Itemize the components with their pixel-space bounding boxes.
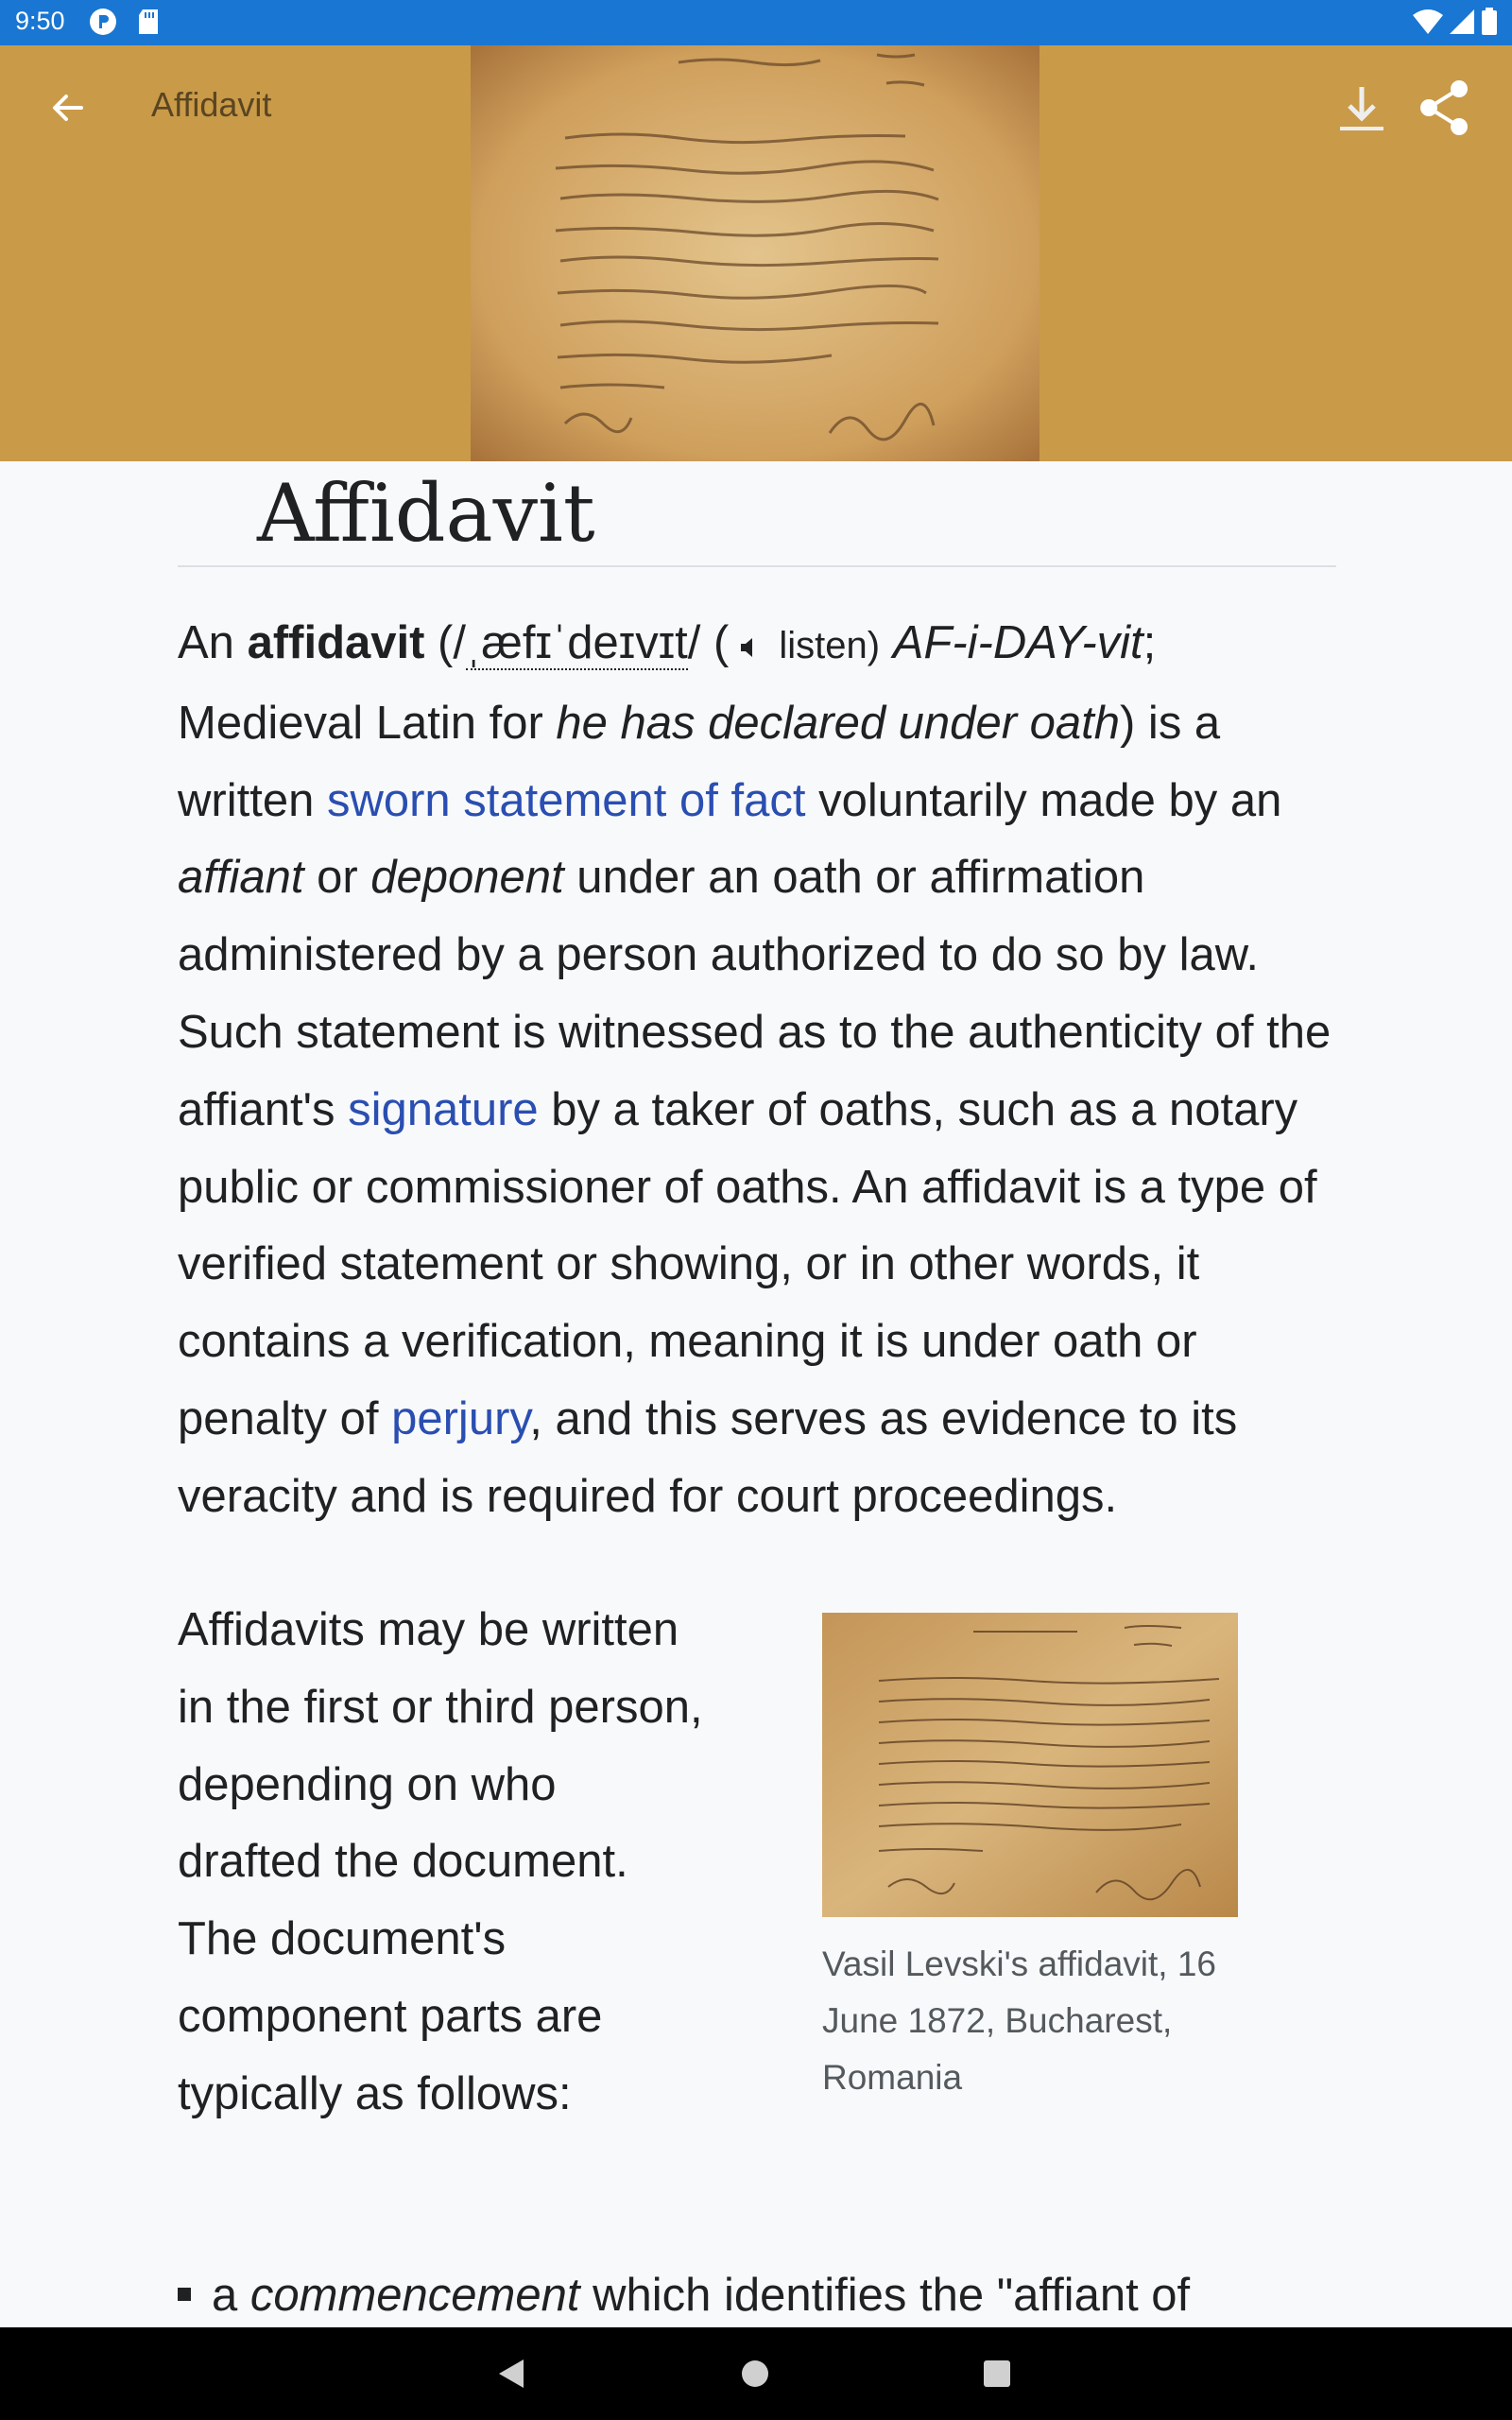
respelling: AF-i-DAY-vit bbox=[892, 617, 1143, 668]
italic-deponent: deponent bbox=[370, 852, 564, 904]
status-bar bbox=[0, 0, 1512, 45]
second-paragraph: Affidavits may be written in the first or third person, depending on who drafted the document. The document's component parts are typically as follows: bbox=[178, 1604, 703, 2119]
text-run: a bbox=[212, 2270, 250, 2321]
system-navigation-bar bbox=[0, 2327, 1512, 2420]
text-run: An bbox=[178, 617, 248, 668]
text-run bbox=[880, 617, 893, 668]
article-content bbox=[0, 461, 1512, 2327]
lead-image-header bbox=[0, 45, 1512, 461]
link-sworn-statement[interactable]: sworn statement of fact bbox=[326, 774, 806, 826]
bullet-marker bbox=[178, 2288, 191, 2301]
text-run: ) is a written bbox=[178, 697, 1221, 826]
figure-thumbnail[interactable] bbox=[822, 1613, 1238, 1917]
lead-paragraph bbox=[178, 605, 1336, 1536]
text-run: ; Medieval Latin for bbox=[178, 617, 1157, 749]
title-divider bbox=[178, 565, 1336, 567]
download-icon[interactable] bbox=[1336, 81, 1387, 142]
italic-commencement: commencement bbox=[249, 2270, 580, 2321]
listen-link[interactable] bbox=[729, 625, 880, 666]
text-run: , and this serves as evidence to its veracity and is required for court proceedings. bbox=[178, 1392, 1238, 1522]
share-icon[interactable] bbox=[1418, 79, 1470, 140]
link-perjury[interactable]: perjury bbox=[391, 1392, 530, 1444]
back-arrow-icon[interactable] bbox=[47, 87, 89, 132]
text-run: (/ bbox=[424, 617, 466, 668]
text-run: or bbox=[303, 852, 371, 904]
status-time: 9:50 bbox=[15, 7, 65, 35]
italic-affiant: affiant bbox=[178, 852, 304, 904]
text-run: which identifies the "affiant of bbox=[579, 2270, 1191, 2321]
text-run: voluntarily made by an bbox=[805, 774, 1282, 826]
audio-icon bbox=[738, 635, 763, 660]
link-signature[interactable]: signature bbox=[348, 1083, 539, 1135]
latin-phrase: he has declared under oath bbox=[556, 697, 1120, 749]
signal-icon bbox=[1448, 8, 1476, 40]
listen-label: listen) bbox=[768, 625, 881, 666]
battery-icon bbox=[1480, 8, 1499, 40]
text-run: by a taker of oaths, such as a notary public or commissioner of oaths. An affidavit is a type of verified statement or showing, or in other words, it contains a verification, meaning it is under oath or penalty of bbox=[178, 1083, 1317, 1444]
nav-back-icon[interactable] bbox=[497, 2358, 525, 2394]
nav-recents-icon[interactable] bbox=[983, 2360, 1011, 2392]
lead-image[interactable] bbox=[471, 45, 1040, 461]
app-bar-title: Affidavit bbox=[151, 85, 272, 124]
text-run: under an oath or affirmation administered by a person authorized to do so by law. Such statement is witnessed as to the authenticity of the affiant's bbox=[178, 852, 1332, 1135]
list-item bbox=[178, 2257, 1406, 2327]
text-run: / ( bbox=[687, 617, 730, 668]
ipa-pronunciation[interactable]: ˌæfɪˈdeɪvɪt bbox=[465, 617, 688, 668]
figure-caption: Vasil Levski's affidavit, 16 June 1872, Bucharest, Romania bbox=[822, 1945, 1217, 2097]
bold-term: affidavit bbox=[247, 617, 425, 668]
page-title: Affidavit bbox=[257, 467, 595, 560]
nav-home-icon[interactable] bbox=[741, 2360, 769, 2392]
wifi-icon bbox=[1412, 8, 1444, 40]
sd-card-icon bbox=[137, 8, 160, 40]
notification-p-icon bbox=[89, 8, 117, 40]
